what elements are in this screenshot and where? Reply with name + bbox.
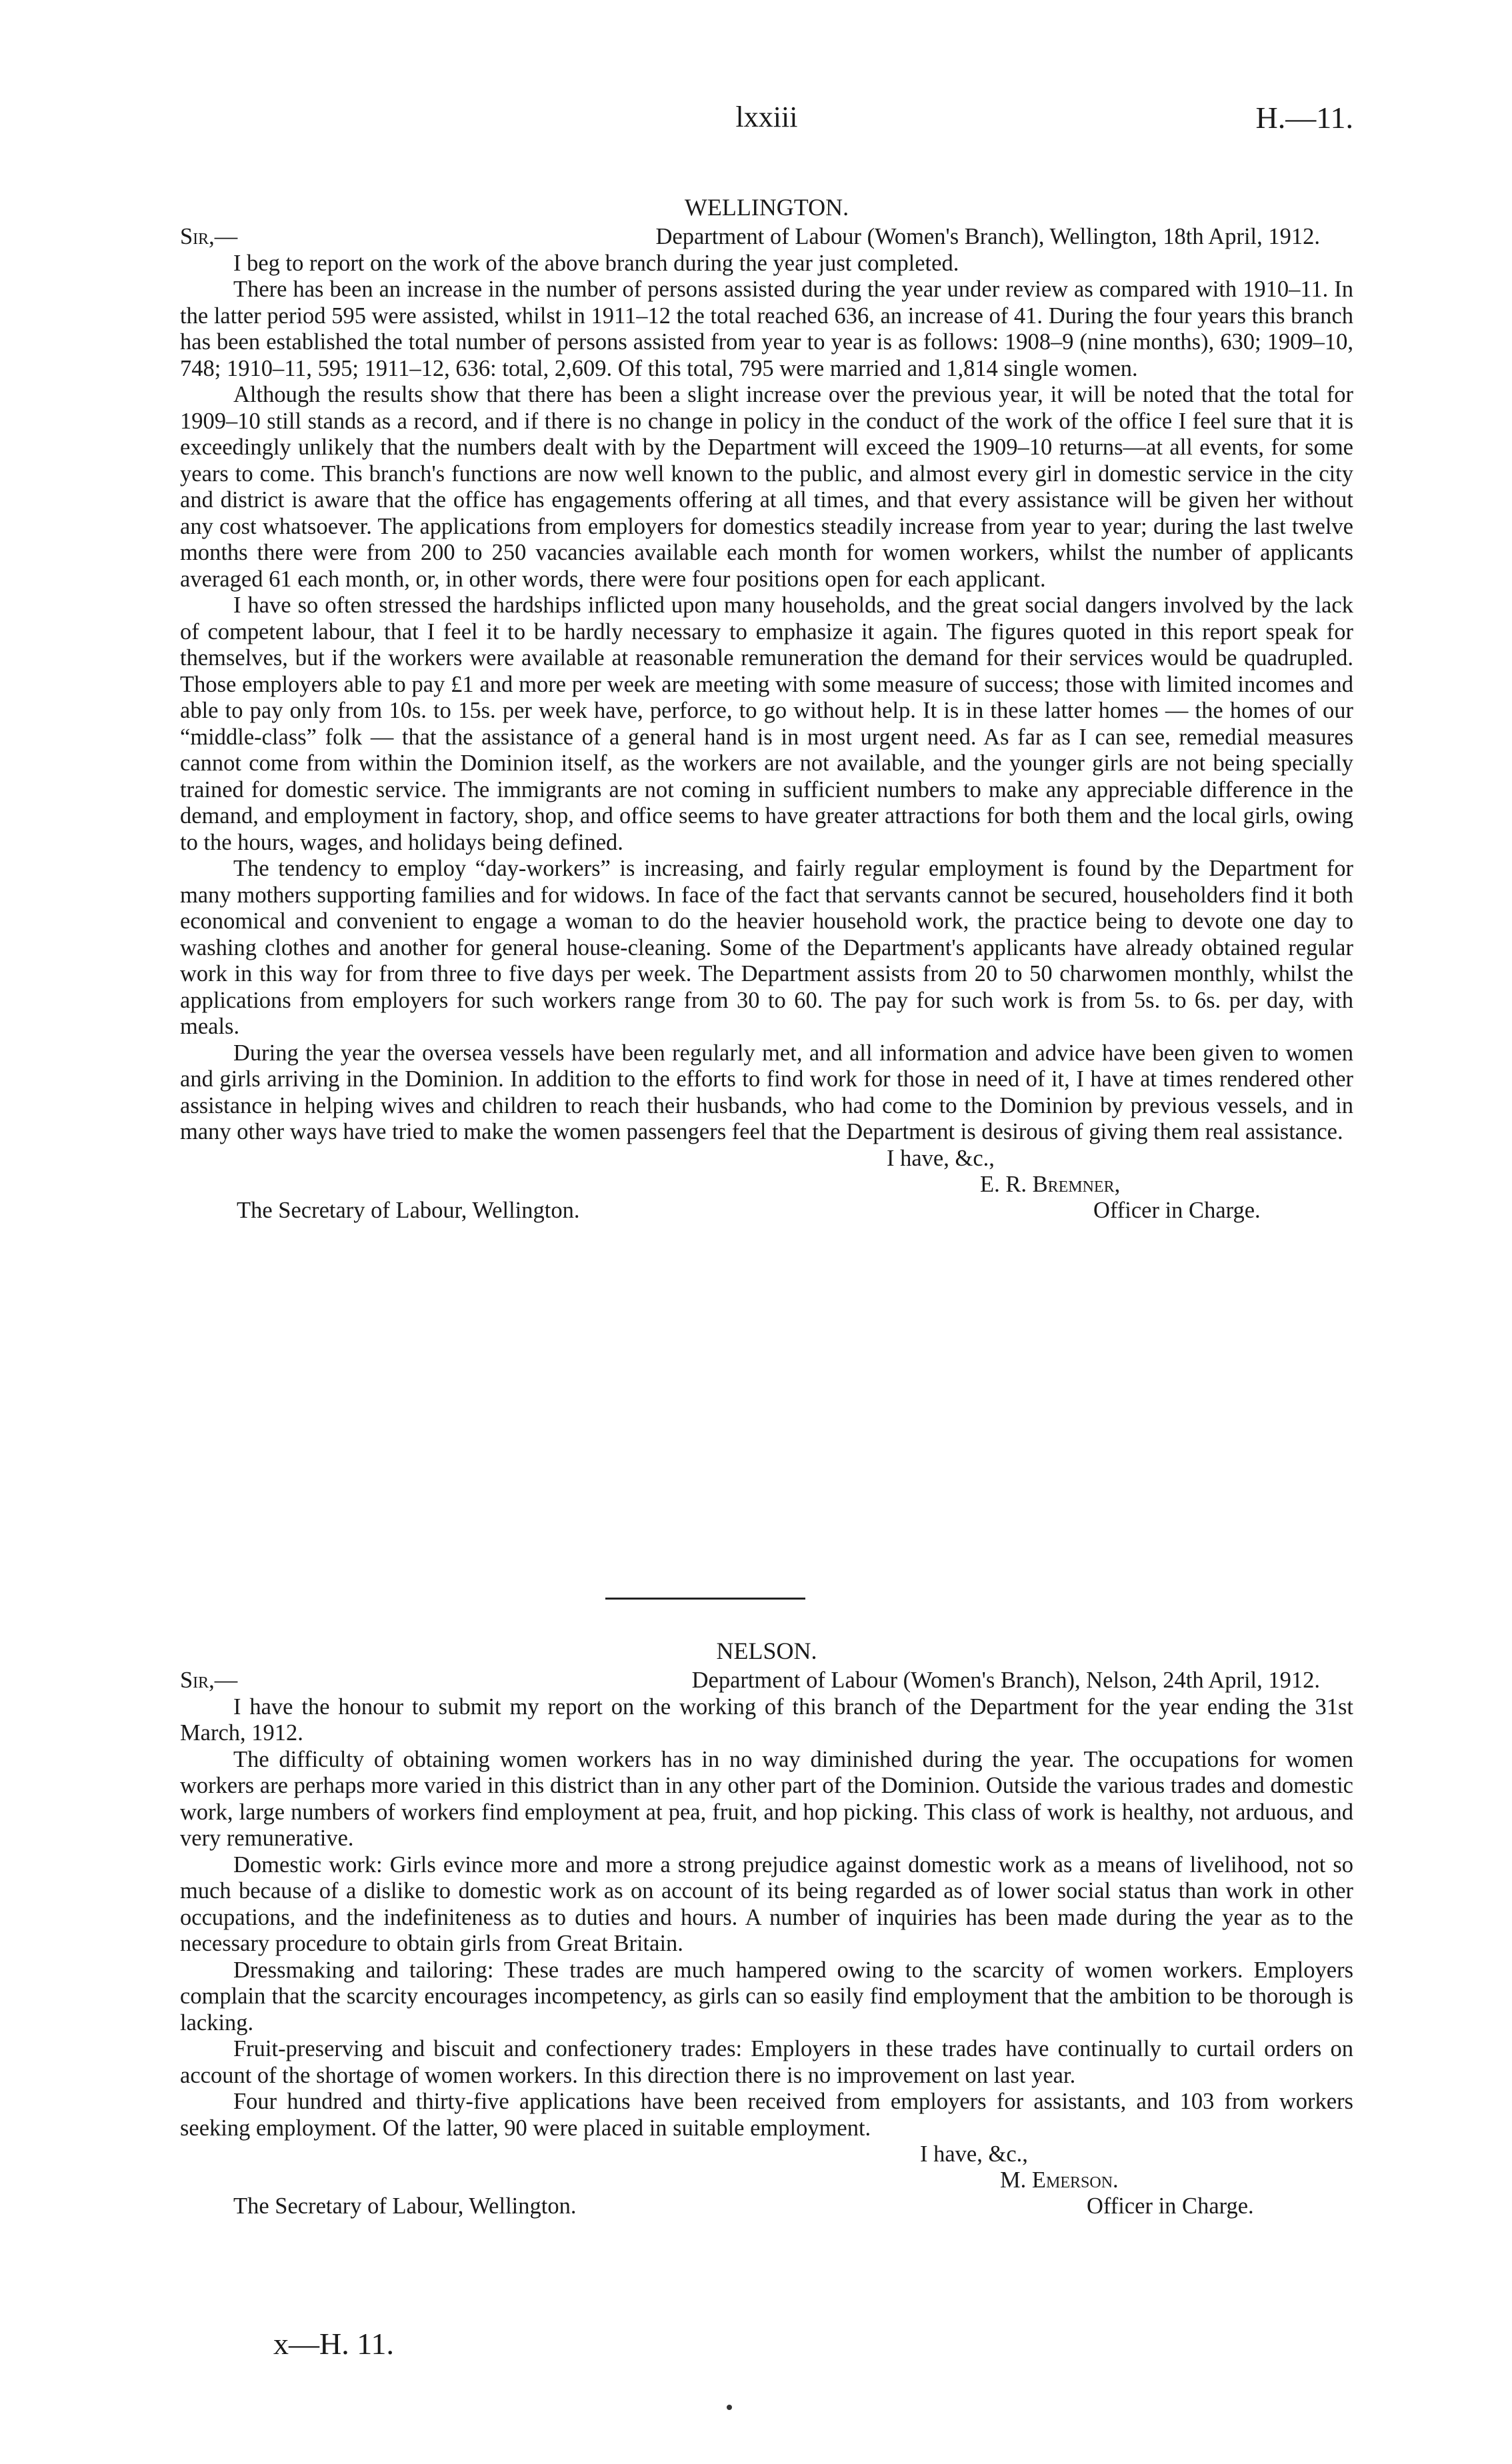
nelson-salutation-line xyxy=(180,1668,1353,1694)
wellington-salutation-line xyxy=(180,224,1353,251)
nelson-salutation: Sir,— xyxy=(180,1667,238,1693)
nelson-position: Officer in Charge. xyxy=(1087,2193,1254,2219)
wellington-title: WELLINGTON. xyxy=(684,194,849,221)
page-number: lxxiii xyxy=(735,101,798,133)
wellington-closing xyxy=(180,1146,1353,1224)
nelson-paragraph: Fruit-preserving and biscuit and confectionery trades: Employers in these trades have continually to curtail orders on account of the shortage of women workers. In this direction there is no improvement on last year. xyxy=(180,2036,1353,2088)
wellington-dept-line: Department of Labour (Women's Branch), Wellington, 18th April, 1912. xyxy=(655,223,1320,249)
nelson-paragraph: Dressmaking and tailoring: These trades are much hampered owing to the scarcity of women workers. Employers complain that the scarcity encourages incompetency, as girls can so easily find employment that the ambition to be thorough is lacking. xyxy=(180,1957,1353,2035)
nelson-paragraph: The difficulty of obtaining women workers has in no way diminished during the year. The occupations for women workers are perhaps more varied in this district than in any other part of the Dominion. Outside the various trades and domestic work, large numbers of workers find employment at pea, fruit, and hop picking. This class of work is healthy, not arduous, and very remunerative. xyxy=(180,1746,1353,1851)
wellington-letter xyxy=(180,195,1353,1224)
wellington-paragraph: I beg to report on the work of the above branch during the year just completed. xyxy=(233,250,959,276)
nelson-paragraph: I have the honour to submit my report on the working of this branch of the Department for the year ending the 31st March, 1912. xyxy=(180,1694,1353,1746)
nelson-title: NELSON. xyxy=(716,1638,817,1664)
wellington-paragraph: Although the results show that there has been a slight increase over the previous year, it will be noted that the total for 1909–10 still stands as a record, and if there is no change in policy in the conduct of the work of the office I feel sure that it is exceedingly unlikely that the numbers dealt with by the Department will exceed the 1909–10 returns—at all events, for some years to come. This branch's functions are now well known to the public, and almost every girl in domestic service in the city and district is aware that the office has engagements offering at all times, and that every assistance will be given her without any cost whatsoever. The applications from employers for domestics steadily increase from year to year; during the last twelve months there were from 200 to 250 vacancies available each month for women workers, whilst the number of applicants averaged 61 each month, or, in other words, there were four positions open for each applicant. xyxy=(180,382,1353,592)
signature-reference: x—H. 11. xyxy=(273,2327,395,2361)
wellington-sign-off: I have, &c., xyxy=(887,1145,995,1171)
nelson-sign-off: I have, &c., xyxy=(920,2141,1028,2167)
wellington-paragraph: I have so often stressed the hardships inflicted upon many households, and the great social dangers involved by the lack of competent labour, that I feel it to be hardly necessary to emphasize it again. The figures quoted in this report speak for themselves, but if the workers were available at reasonable remuneration the demand for their services would be quadrupled. Those employers able to pay £1 and more per week are meeting with some measure of success; those with limited incomes and able to pay only from 10s. to 15s. per week have, perforce, to go without help. It is in these latter homes — the homes of our “middle-class” folk — that the assistance of a general hand is in most urgent need. As far as I can see, remedial measures cannot come from within the Dominion itself, as the workers are not available, and the younger girls are not being specially trained for domestic service. The immigrants are not coming in sufficient numbers to make any appreciable difference in the demand, and employment in factory, shop, and office seems to have greater attractions for both them and the local girls, owing to the hours, wages, and holidays being defined. xyxy=(180,593,1353,855)
nelson-closing xyxy=(180,2141,1353,2220)
nelson-signatory: M. Emerson. xyxy=(1000,2167,1119,2193)
nelson-addressee: The Secretary of Labour, Wellington. xyxy=(233,2193,577,2219)
nelson-paragraph: Domestic work: Girls evince more and more a strong prejudice against domestic work as a means of livelihood, not so much because of a dislike to domestic work as on account of its being regarded as of lower social status than work in other occupations, and the indefiniteness as to duties and hours. A number of inquiries has been made during the year as to the necessary procedure to obtain girls from Great Britain. xyxy=(180,1851,1353,1956)
wellington-position: Officer in Charge. xyxy=(1093,1197,1261,1223)
page-speck xyxy=(727,2405,732,2410)
nelson-letter xyxy=(180,1638,1353,2220)
nelson-paragraph: Four hundred and thirty-five applications have been received from employers for assistants, and 103 from workers seeking employment. Of the latter, 90 were placed in suitable employment. xyxy=(180,2089,1353,2141)
section-divider xyxy=(605,1598,805,1600)
wellington-paragraph: There has been an increase in the number of persons assisted during the year under review as compared with 1910–11. In the latter period 595 were assisted, whilst in 1911–12 the total reached 636, an increase of 41. During the four years this branch has been established the total number of persons assisted from year to year is as follows: 1908–9 (nine months), 630; 1909–10, 748; 1910–11, 595; 1911–12, 636: total, 2,609. Of this total, 795 were married and 1,814 single women. xyxy=(180,277,1353,381)
wellington-addressee: The Secretary of Labour, Wellington. xyxy=(237,1197,580,1223)
wellington-signatory: E. R. Bremner, xyxy=(980,1171,1121,1197)
nelson-dept-line: Department of Labour (Women's Branch), Nelson, 24th April, 1912. xyxy=(691,1667,1320,1693)
wellington-paragraph: The tendency to employ “day-workers” is increasing, and fairly regular employment is found by the Department for many mothers supporting families and for widows. In face of the fact that servants cannot be secured, householders find it both economical and convenient to engage a woman to do the heavier household work, the practice being to devote one day to washing clothes and another for general house-cleaning. Some of the Department's applicants have already obtained regular work in this way for from three to five days per week. The Department assists from 20 to 50 charwomen monthly, whilst the applications from employers for such workers range from 30 to 60. The pay for such work is from 5s. to 6s. per day, with meals. xyxy=(180,856,1353,1039)
report-reference: H.—11. xyxy=(1255,101,1353,135)
wellington-salutation: Sir,— xyxy=(180,223,238,249)
page-header xyxy=(180,100,1353,147)
wellington-paragraph: During the year the oversea vessels have been regularly met, and all information and advice have been given to women and girls arriving in the Dominion. In addition to the efforts to find work for those in need of it, I have at times rendered other assistance in helping wives and children to reach their husbands, who had come to the Dominion by previous vessels, and in many other ways have tried to make the women passengers feel that the Department is desirous of giving them real assistance. xyxy=(180,1040,1353,1144)
